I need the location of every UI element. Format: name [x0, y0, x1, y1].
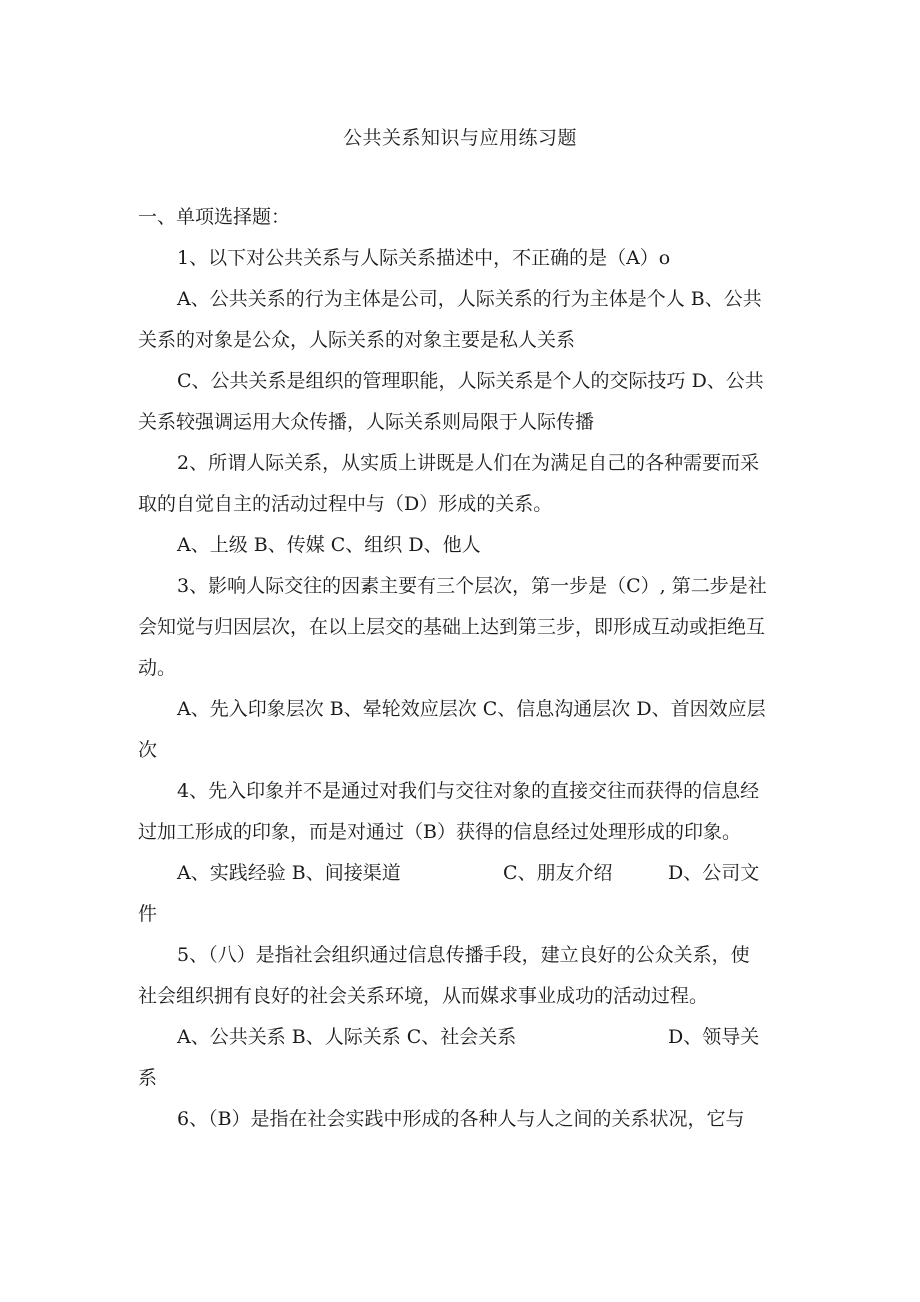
question-2-line-2: 取的自觉自主的活动过程中与（D）形成的关系。: [138, 493, 553, 515]
question-3-line-3: 动。: [138, 657, 177, 679]
question-2-options: A、上级 B、传媒 C、组织 D、他人: [177, 534, 481, 556]
question-3-line-1: 3、影响人际交往的因素主要有三个层次，第一步是（C）, 第二步是社: [177, 575, 767, 597]
question-5-option-d: D、领导关: [668, 1026, 760, 1048]
question-5-option-abc: A、公共关系 B、人际关系 C、社会关系: [177, 1026, 517, 1048]
question-1-options-line-4: 关系较强调运用大众传播，人际关系则局限于人际传播: [138, 411, 595, 433]
document-title: 公共关系知识与应用练习题: [342, 127, 577, 149]
question-4-option-c: C、朋友介绍: [503, 862, 613, 884]
question-4-line-2: 过加工形成的印象，而是对通过（B）获得的信息经过处理形成的印象。: [138, 821, 741, 843]
question-3-options-line-2: 次: [138, 739, 158, 761]
question-4-options-line-2: 件: [138, 903, 158, 925]
question-1-options-line-3: C、公共关系是组织的管理职能，人际关系是个人的交际技巧 D、公共: [177, 370, 764, 392]
question-3-line-2: 会知觉与归因层次，在以上层交的基础上达到第三步，即形成互动或拒绝互: [138, 616, 766, 638]
question-5-line-1: 5、（八）是指社会组织通过信息传播手段，建立良好的公众关系，使: [177, 944, 750, 966]
question-1-options-line-2: 关系的对象是公众，人际关系的对象主要是私人关系: [138, 329, 576, 351]
question-2-line-1: 2、所谓人际关系，从实质上讲既是人们在为满足自己的各种需要而采: [177, 452, 760, 474]
question-5-options-line-2: 系: [138, 1067, 158, 1089]
question-1-options-line-1: A、公共关系的行为主体是公司，人际关系的行为主体是个人 B、公共: [177, 288, 762, 310]
question-4-option-ab: A、实践经验 B、间接渠道: [177, 862, 401, 884]
question-1: 1、以下对公共关系与人际关系描述中，不正确的是（A）o: [177, 247, 671, 269]
question-5-line-2: 社会组织拥有良好的社会关系环境，从而媒求事业成功的活动过程。: [138, 985, 709, 1007]
question-4-line-1: 4、先入印象并不是通过对我们与交往对象的直接交往而获得的信息经: [177, 780, 760, 802]
section-heading: 一、单项选择题：: [138, 206, 291, 228]
question-6-line-1: 6、（B）是指在社会实践中形成的各种人与人之间的关系状况，它与: [177, 1108, 745, 1130]
question-4-option-d: D、公司文: [668, 862, 760, 884]
question-3-options-line-1: A、先入印象层次 B、晕轮效应层次 C、信息沟通层次 D、首因效应层: [177, 698, 766, 720]
